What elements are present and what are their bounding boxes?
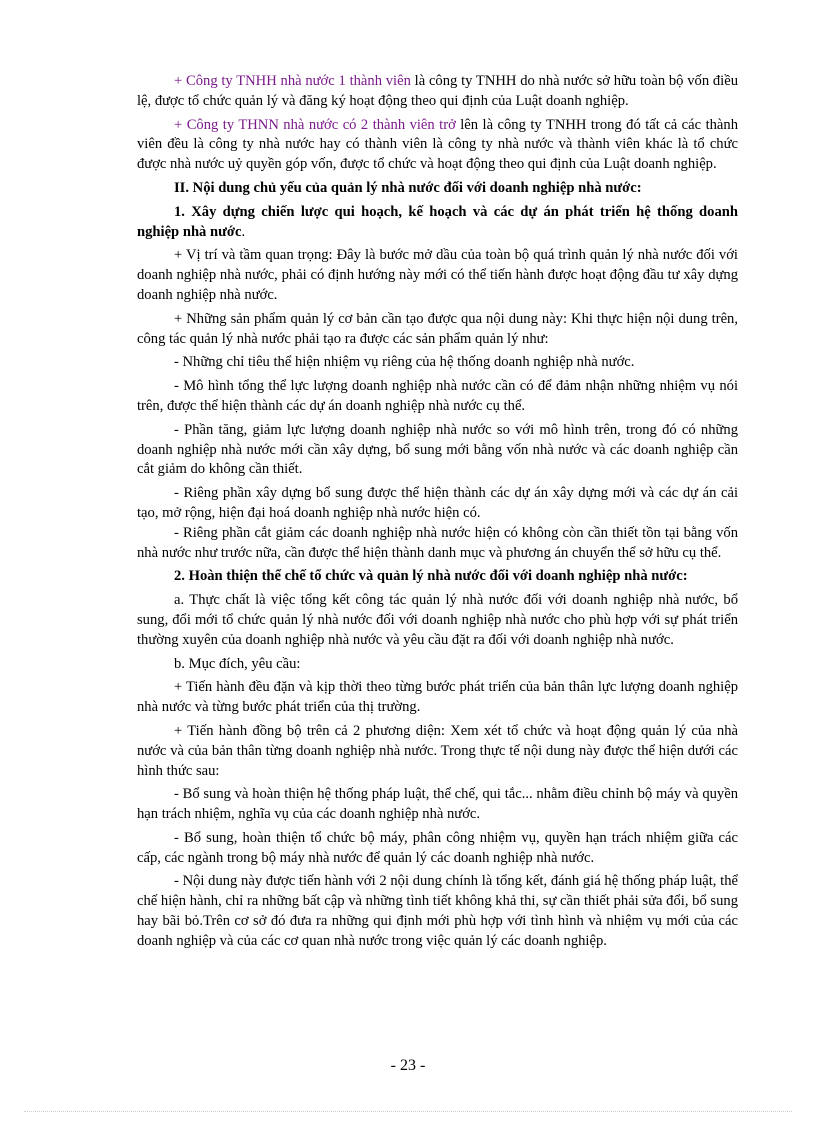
- page-number: - 23 -: [390, 1057, 426, 1074]
- highlight-term: + Công ty TNHH nhà nước 1 thành viên: [174, 73, 411, 89]
- paragraph: a. Thực chất là việc tổng kết công tác quản lý nhà nước đối với doanh nghiệp nhà nước, bổ sung, đổi mới tổ chức quản lý nhà nước đối với doanh nghiệp nhà nước cho phù hợp với sự phát triển thường xuyên của doanh nghiệp nhà nước và yêu cầu đặt ra đối với doanh nghiệp nhà nước.: [137, 592, 738, 648]
- paragraph: - Bổ sung và hoàn thiện hệ thống pháp luật, thể chế, qui tắc... nhằm điều chỉnh bộ máy và quyền hạn trách nhiệm, nghĩa vụ của các doanh nghiệp nhà nước.: [137, 786, 738, 823]
- page-divider: [24, 1111, 792, 1112]
- paragraph: [137, 72, 738, 112]
- paragraph: + Vị trí và tầm quan trọng: Đây là bước mở dầu của toàn bộ quá trình quản lý nhà nước đối với doanh nghiệp nhà nước, phải có định hướng này mới có thể tiến hành được hoạt động đầu tư xây dựng doanh nghiệp nhà nước.: [137, 247, 738, 303]
- paragraph: + Tiến hành đều đặn và kịp thời theo từng bước phát triển của bản thân lực lượng doanh nghiệp nhà nước và từng bước phát triển của thị trường.: [137, 679, 738, 716]
- paragraph-text: lên là công ty TNHH trong đó tất cả các thành viên đều là công ty nhà nước hay có thành viên là công ty nhà nước và thành viên khác là tổ chức được nhà nước uỷ quyền góp vốn, được tổ chức và hoạt động theo qui định của Luật doanh nghiệp.: [137, 116, 738, 173]
- paragraph: + Những sản phẩm quản lý cơ bản cần tạo được qua nội dung này: Khi thực hiện nội dung trên, công tác quản lý nhà nước phải tạo ra được các sản phẩm quản lý như:: [137, 310, 738, 347]
- highlight-term: + Công ty THNN nhà nước có 2 thành viên trở: [174, 116, 456, 133]
- paragraph: - Mô hình tổng thể lực lượng doanh nghiệp nhà nước cần có để đảm nhận những nhiệm vụ nói trên, được thể hiện thành các dự án doanh nghiệp nhà nước cụ thể.: [137, 378, 738, 414]
- paragraph: - Bổ sung, hoàn thiện tổ chức bộ máy, phân công nhiệm vụ, quyền hạn trách nhiệm giữa các cấp, các ngành trong bộ máy nhà nước để quản lý các doanh nghiệp nhà nước.: [137, 829, 738, 866]
- paragraph: - Riêng phần cắt giảm các doanh nghiệp nhà nước hiện có không còn cần thiết tồn tại bằng vốn nhà nước như trước nữa, cần được thể hiện thành danh mục và phương án chuyển thể sở hữu cụ thể.: [137, 524, 738, 561]
- subsection-heading: 1. Xây dựng chiến lược qui hoạch, kế hoạch và các dự án phát triển hệ thống doanh nghiệp nhà nước.: [137, 203, 738, 240]
- paragraph-text: là công ty TNHH do nhà nước sở hữu toàn bộ vốn điều lệ, được tổ chức quản lý và đăng ký hoạt động theo qui định của Luật doanh nghiệp.: [137, 73, 739, 109]
- paragraph: b. Mục đích, yêu cầu:: [174, 655, 301, 672]
- paragraph: - Phần tăng, giảm lực lượng doanh nghiệp nhà nước so với mô hình trên, trong đó có những doanh nghiệp nhà nước mới cần xây dựng, bổ sung mới bằng vốn nhà nước và các doanh nghiệp cần cắt giảm do không cần thiết.: [137, 421, 738, 478]
- section-heading: II. Nội dung chủ yếu của quản lý nhà nước đối với doanh nghiệp nhà nước:: [174, 179, 642, 196]
- paragraph: [137, 116, 738, 175]
- paragraph: - Nội dung này được tiến hành với 2 nội dung chính là tổng kết, đánh giá hệ thống pháp luật, thể chế hiện hành, chỉ ra những bất cập và những tình tiết không khả thi, sự cần thiết phải sửa đổi, bổ sung hay bãi bỏ.Trên cơ sở đó đưa ra những qui định mới phù hợp với tình hình và nhiệm vụ mới của các doanh nghiệp và của các cơ quan nhà nước trong việc quản lý các doanh nghiệp.: [137, 873, 738, 949]
- subsection-heading: 2. Hoàn thiện thể chế tổ chức và quản lý nhà nước đối với doanh nghiệp nhà nước:: [174, 568, 688, 585]
- paragraph: + Tiến hành đồng bộ trên cả 2 phương diện: Xem xét tổ chức và hoạt động quản lý của nhà nước và của bản thân từng doanh nghiệp nhà nước. Trong thực tế nội dung này được thể hiện dưới các hình thức sau:: [137, 722, 738, 779]
- document-body: [137, 72, 738, 956]
- paragraph: - Riêng phần xây dựng bổ sung được thể hiện thành các dự án xây dựng mới và các dự án cải tạo, mở rộng, hiện đại hoá doanh nghiệp nhà nước hiện có.: [137, 485, 738, 521]
- paragraph: - Những chỉ tiêu thể hiện nhiệm vụ riêng của hệ thống doanh nghiệp nhà nước.: [174, 354, 635, 371]
